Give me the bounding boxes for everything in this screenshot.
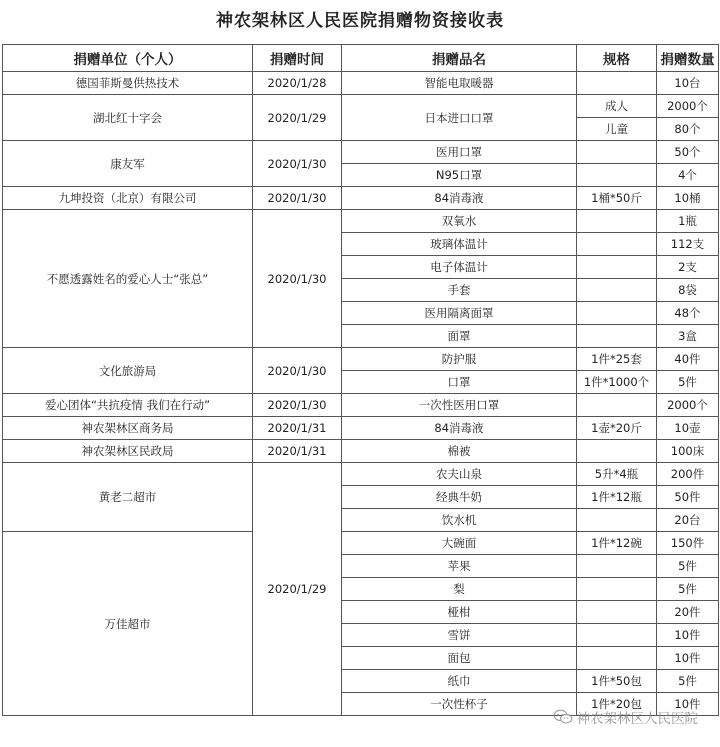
header-row <box>3 45 719 72</box>
cell-spec: 1件*25套 <box>577 348 657 371</box>
watermark-text: 神农架林区人民医院 <box>576 711 698 727</box>
cell-date: 2020/1/31 <box>253 440 342 463</box>
cell-item: 84消毒液 <box>342 187 577 210</box>
cell-qty: 10台 <box>657 72 719 95</box>
cell-item: 面罩 <box>342 325 577 348</box>
cell-qty: 112支 <box>657 233 719 256</box>
cell-spec <box>577 164 657 187</box>
cell-unit: 文化旅游局 <box>3 348 253 394</box>
header-item: 捐赠品名 <box>342 45 577 72</box>
cell-spec <box>577 302 657 325</box>
cell-spec: 成人 <box>577 95 657 118</box>
table-row <box>3 210 719 233</box>
cell-spec: 1件*50包 <box>577 670 657 693</box>
cell-qty: 50个 <box>657 141 719 164</box>
cell-qty: 4个 <box>657 164 719 187</box>
cell-qty: 1瓶 <box>657 210 719 233</box>
table-row <box>3 417 719 440</box>
cell-qty: 5件 <box>657 371 719 394</box>
cell-item: 雪饼 <box>342 624 577 647</box>
cell-spec <box>577 141 657 164</box>
table-row <box>3 463 719 486</box>
cell-item: 苹果 <box>342 555 577 578</box>
cell-item: 纸巾 <box>342 670 577 693</box>
cell-item: 经典牛奶 <box>342 486 577 509</box>
cell-qty: 200件 <box>657 463 719 486</box>
cell-item: 防护服 <box>342 348 577 371</box>
header-spec: 规格 <box>577 45 657 72</box>
cell-qty: 80个 <box>657 118 719 141</box>
cell-unit: 神农架林区民政局 <box>3 440 253 463</box>
cell-item: 口罩 <box>342 371 577 394</box>
cell-item: 农夫山泉 <box>342 463 577 486</box>
cell-date: 2020/1/30 <box>253 187 342 210</box>
cell-qty: 100床 <box>657 440 719 463</box>
cell-spec: 1件*20包 <box>577 693 657 716</box>
cell-qty: 2000个 <box>657 95 719 118</box>
cell-date: 2020/1/30 <box>253 394 342 417</box>
cell-spec <box>577 624 657 647</box>
cell-spec <box>577 72 657 95</box>
cell-date: 2020/1/31 <box>253 417 342 440</box>
cell-qty: 5件 <box>657 670 719 693</box>
cell-item: 面包 <box>342 647 577 670</box>
cell-item: 手套 <box>342 279 577 302</box>
cell-date: 2020/1/30 <box>253 210 342 348</box>
cell-qty: 50件 <box>657 486 719 509</box>
table-row <box>3 72 719 95</box>
cell-spec <box>577 555 657 578</box>
table-row <box>3 348 719 371</box>
cell-date: 2020/1/29 <box>253 463 342 716</box>
cell-spec: 5升*4瓶 <box>577 463 657 486</box>
cell-item: 双氧水 <box>342 210 577 233</box>
cell-spec <box>577 256 657 279</box>
cell-spec <box>577 394 657 417</box>
cell-qty: 2支 <box>657 256 719 279</box>
header-qty: 捐赠数量 <box>657 45 719 72</box>
cell-item: 桠柑 <box>342 601 577 624</box>
cell-item: 84消毒液 <box>342 417 577 440</box>
cell-qty: 3盒 <box>657 325 719 348</box>
cell-spec: 1件*12瓶 <box>577 486 657 509</box>
wechat-icon <box>553 709 573 725</box>
table-row <box>3 394 719 417</box>
cell-qty: 40件 <box>657 348 719 371</box>
cell-spec <box>577 509 657 532</box>
header-unit: 捐赠单位（个人） <box>3 45 253 72</box>
cell-unit: 神农架林区商务局 <box>3 417 253 440</box>
table-row <box>3 187 719 210</box>
cell-spec: 1桶*50斤 <box>577 187 657 210</box>
cell-spec <box>577 440 657 463</box>
cell-spec: 儿童 <box>577 118 657 141</box>
cell-spec <box>577 233 657 256</box>
cell-spec <box>577 578 657 601</box>
cell-date: 2020/1/30 <box>253 141 342 187</box>
cell-unit: 湖北红十字会 <box>3 95 253 141</box>
cell-qty: 20台 <box>657 509 719 532</box>
cell-item: 棉被 <box>342 440 577 463</box>
cell-qty: 2000个 <box>657 394 719 417</box>
cell-date: 2020/1/28 <box>253 72 342 95</box>
page-title: 神农架林区人民医院捐赠物资接收表 <box>216 11 504 31</box>
cell-item: 大碗面 <box>342 532 577 555</box>
cell-qty: 5件 <box>657 555 719 578</box>
cell-item: 电子体温计 <box>342 256 577 279</box>
cell-item: 玻璃体温计 <box>342 233 577 256</box>
cell-item: 医用口罩 <box>342 141 577 164</box>
cell-unit: 爱心团体“共抗疫情 我们在行动” <box>3 394 253 417</box>
cell-item: 一次性杯子 <box>342 693 577 716</box>
cell-spec: 1壶*20斤 <box>577 417 657 440</box>
cell-spec <box>577 647 657 670</box>
cell-qty: 48个 <box>657 302 719 325</box>
table-row <box>3 95 719 118</box>
cell-qty: 10桶 <box>657 187 719 210</box>
table-row <box>3 141 719 164</box>
cell-unit: 康友军 <box>3 141 253 187</box>
cell-item: N95口罩 <box>342 164 577 187</box>
cell-qty: 10壶 <box>657 417 719 440</box>
cell-qty: 10件 <box>657 624 719 647</box>
cell-qty: 20件 <box>657 601 719 624</box>
cell-qty: 10件 <box>657 693 719 716</box>
cell-date: 2020/1/29 <box>253 95 342 141</box>
cell-spec <box>577 210 657 233</box>
cell-item: 一次性医用口罩 <box>342 394 577 417</box>
header-date: 捐赠时间 <box>253 45 342 72</box>
cell-unit: 不愿透露姓名的爱心人士“张总” <box>3 210 253 348</box>
cell-qty: 150件 <box>657 532 719 555</box>
watermark <box>553 707 699 727</box>
cell-date: 2020/1/30 <box>253 348 342 394</box>
cell-spec <box>577 279 657 302</box>
cell-spec <box>577 601 657 624</box>
cell-qty: 10件 <box>657 647 719 670</box>
cell-item: 梨 <box>342 578 577 601</box>
cell-item: 智能电取暖器 <box>342 72 577 95</box>
cell-spec <box>577 325 657 348</box>
cell-unit: 黄老二超市 <box>3 463 253 532</box>
table-row <box>3 440 719 463</box>
cell-unit: 九坤投资（北京）有限公司 <box>3 187 253 210</box>
cell-spec: 1件*1000个 <box>577 371 657 394</box>
table-row <box>3 532 719 555</box>
cell-spec: 1件*12碗 <box>577 532 657 555</box>
cell-item: 日本进口口罩 <box>342 95 577 141</box>
cell-qty: 8袋 <box>657 279 719 302</box>
cell-unit: 德国菲斯曼供热技术 <box>3 72 253 95</box>
cell-qty: 5件 <box>657 578 719 601</box>
donation-table <box>2 44 719 716</box>
cell-item: 饮水机 <box>342 509 577 532</box>
cell-unit: 万佳超市 <box>3 532 253 716</box>
cell-item: 医用隔离面罩 <box>342 302 577 325</box>
